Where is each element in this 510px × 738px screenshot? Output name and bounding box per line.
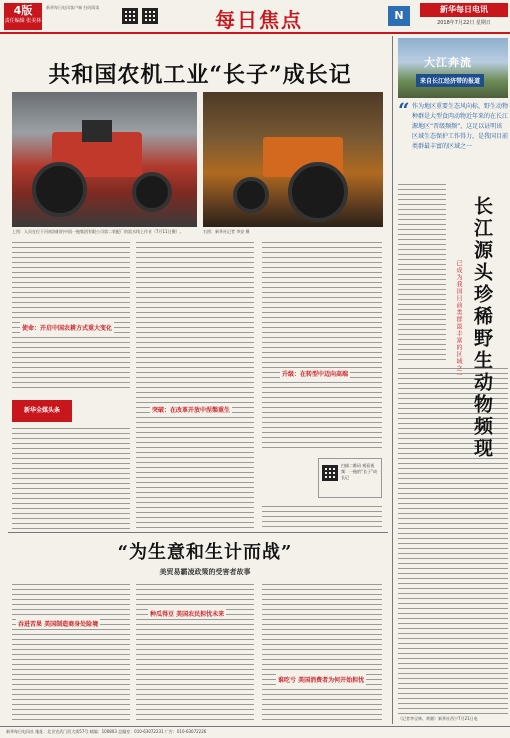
qr-code-icon [322, 465, 338, 481]
paper-name: 新华每日电讯 [420, 3, 508, 17]
subhead: 使命：开启中国农耕方式重大变化 [20, 322, 114, 333]
page-number-badge: 4版 责任编辑 张美林 [4, 3, 42, 30]
article-column [398, 182, 446, 362]
article-column [12, 240, 130, 390]
section-divider [8, 532, 388, 533]
article-credit: （记者李宝林、黄湘）新华社西宁7月21日电 [398, 716, 478, 721]
article-column [262, 240, 382, 450]
video-qr-box [318, 458, 382, 498]
article-column [12, 426, 130, 530]
media-banner: 新华全媒头条 [12, 400, 72, 422]
vertical-subtitle: 已成为我国目前类群最丰富的区域之一 [455, 260, 462, 379]
subhead: 谁吃亏 美国消费者为何开始担忧 [276, 674, 366, 685]
photo-caption: 上图：人员在位于河南洛阳的中国一拖集团有限公司第二装配厂的流水线上作业（7月11日摄）。 [12, 229, 184, 234]
subhead: 种瓜得豆 美国农民担忧未来 [148, 608, 226, 619]
lead-headline: 共和国农机工业“长子”成长记 [48, 62, 352, 88]
masthead [0, 0, 510, 34]
article-column [136, 240, 254, 530]
subhead: 升级：在转型中迈向高端 [280, 368, 350, 379]
banner-tag: 来自长江经济带的报道 [416, 74, 484, 87]
article-column [136, 582, 254, 722]
article-column [262, 582, 382, 722]
article-column [262, 504, 382, 530]
tractor-photo-left [12, 92, 197, 227]
pull-quote [398, 100, 508, 160]
yangtze-banner-photo [398, 38, 508, 98]
qr-note: 扫描二维码 观看视频：一拖的“长子”成长记 [341, 463, 378, 480]
second-subhead: 美贸易霸凌政策的受害者故事 [159, 568, 251, 576]
quote-mark-icon: “ [398, 98, 410, 122]
subhead: 吞进苦果 美国制造商身处险境 [16, 618, 100, 629]
photo-credit: 右图：新华社记者 李安 摄 [203, 229, 250, 234]
qr-code-icon [122, 8, 138, 24]
paper-logo-icon: N [388, 6, 410, 26]
subhead: 突破：在改革开放中涅槃重生 [150, 404, 232, 415]
quote-text: 作为地区重要生态风向标，野生动物种群是大型食肉动物近年来的在长江源地区“晋级频频”，这足以证明该区域生态保护工作得力，是我国目前类群最丰富的区域之一 [412, 103, 509, 150]
tractor-photo-right [203, 92, 383, 227]
issue-date: 2018年7月22日 星期日 [437, 20, 491, 26]
article-column [12, 582, 130, 722]
qr-code-icon [142, 8, 158, 24]
second-headline: “为生意和生计而战” [117, 542, 293, 563]
client-note: 新华每日电讯客户端 扫码阅读 [46, 5, 100, 10]
column-divider [392, 36, 393, 724]
banner-title: 大江奔流 [424, 56, 472, 69]
page-footer: 新华每日电讯社 地址：北京宣武门西大街57号 邮编：100803 总编室：010-63072231 广告：010-63072226 [0, 726, 510, 738]
section-title: 每日焦点 [215, 8, 303, 32]
vertical-headline: 长江源头珍稀野生动物频现 [471, 196, 493, 460]
